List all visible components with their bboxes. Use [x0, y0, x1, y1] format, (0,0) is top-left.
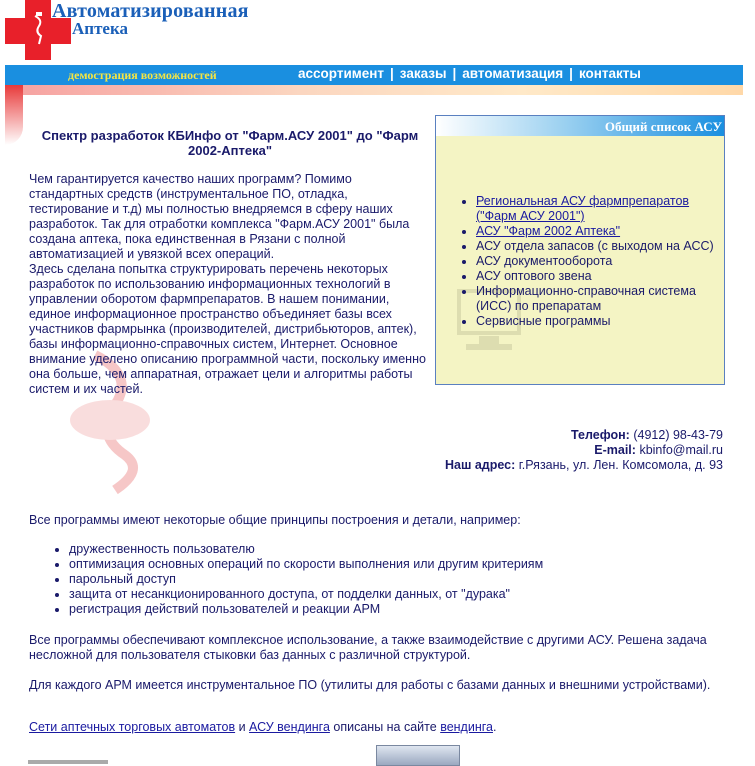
- list-item: • Информационно-справочная система (ИСС) по препаратам: [476, 284, 721, 314]
- email-link[interactable]: kbinfo@mail.ru: [639, 443, 723, 457]
- nav-item-automation[interactable]: автоматизация: [462, 66, 564, 81]
- contact-address: Наш адрес: г.Рязань, ул. Лен. Комсомола, д. 93: [444, 458, 723, 472]
- decorative-swoosh: [5, 85, 23, 145]
- decorative-stripe: [5, 85, 743, 95]
- bowl-of-hygieia-icon: [33, 10, 45, 46]
- page-title: Спектр разработок КБИнфо от "Фарм.АСУ 2001" до "Фарм 2002-Аптека": [41, 128, 419, 158]
- list-item: • защита от несанкционированного доступа, от подделки данных, от "дурака": [69, 587, 543, 602]
- asu-link-regional[interactable]: Региональная АСУ фармпрепаратов ("Фарм АСУ 2001"): [476, 194, 690, 223]
- intro-paragraph-2: Здесь сделана попытка структурировать перечень некоторых разработок по использованию информационных технологий в управлении оборотом фармпрепаратов. В нашем понимании, единое информационное пространство объединяет базы всех участников фармрынка (производителей, дистрибьюторов, аптек), базы информационно-справочных систем, Интернет. Основное внимание уделено описанию программной части, поскольку именно она больше, чем аппаратная, отражает цели и алгоритмы работы систем и их частей.: [29, 262, 426, 396]
- asu-vending-link[interactable]: АСУ вендинга: [249, 720, 330, 734]
- nav-menu: [298, 66, 641, 81]
- list-item: • Сервисные программы: [476, 314, 721, 329]
- contact-phone: Телефон: (4912) 98-43-79: [571, 428, 723, 442]
- list-item: • АСУ документооборота: [476, 254, 721, 269]
- nav-separator: |: [452, 66, 457, 81]
- principles-list: [29, 542, 543, 617]
- nav-separator: |: [390, 66, 394, 81]
- nav-demo-link[interactable]: демострация возможностей: [68, 68, 217, 82]
- nav-item-orders[interactable]: заказы: [399, 66, 447, 81]
- screenshot-thumbnail[interactable]: [376, 745, 460, 766]
- list-item: [476, 224, 721, 239]
- intro-text: [29, 172, 429, 397]
- vending-network-link[interactable]: Сети аптечных торговых автоматов: [29, 720, 236, 734]
- contact-email: E-mail: kbinfo@mail.ru: [594, 443, 723, 457]
- vending-paragraph: Сети аптечных торговых автоматов и АСУ вендинга описаны на сайте вендинга.: [29, 720, 497, 734]
- nav-item-assortment[interactable]: ассортимент: [298, 66, 385, 81]
- list-item: • регистрация действий пользователей и реакции АРМ: [69, 602, 543, 617]
- vending-site-link[interactable]: вендинга: [440, 720, 493, 734]
- principles-intro: Все программы имеют некоторые общие принципы построения и детали, например:: [29, 513, 521, 527]
- list-item: • оптимизация основных операций по скорости выполнения или другим критериям: [69, 557, 543, 572]
- nav-item-contacts[interactable]: контакты: [578, 66, 641, 81]
- logo-title-line1: Автоматизированная: [52, 0, 249, 22]
- asu-list: [436, 194, 721, 329]
- list-item: • АСУ оптового звена: [476, 269, 721, 284]
- list-item: [476, 194, 721, 224]
- list-item: • дружественность пользователю: [69, 542, 543, 557]
- integration-paragraph: Все программы обеспечивают комплексное использование, а также взаимодействие с другими АСУ. Решена задача несложной для пользователя стыковки баз данных с различной структурой.: [29, 633, 707, 662]
- list-item: • парольный доступ: [69, 572, 543, 587]
- screenshot-thumbnail[interactable]: [28, 760, 108, 764]
- asu-list-header: [436, 116, 724, 136]
- intro-paragraph-1: Чем гарантируется качество наших программ? Помимо стандартных средств (инструментальное ПО, отладка, тестирование и т.д) мы полностью внедряемся в сферу наших разработок. Так для отработки комплекса "Фарм.АСУ 2001" была создана аптека, пока единственная в Рязани с полной автоматизацией и увязкой всех операций.: [29, 172, 410, 261]
- contacts-block: [445, 428, 723, 473]
- tools-paragraph: Для каждого АРМ имеется инструментальное ПО (утилиты для работы с базами данных и внешними устройствами).: [29, 678, 711, 692]
- asu-link-farm2002[interactable]: АСУ "Фарм 2002 Аптека": [476, 224, 621, 238]
- list-item: • АСУ отдела запасов (с выходом на АСС): [476, 239, 721, 254]
- asu-list-heading: Общий список АСУ: [604, 119, 722, 134]
- nav-bar: [5, 65, 743, 85]
- logo-title-line2: Аптека: [72, 19, 129, 38]
- asu-list-panel: [435, 115, 725, 385]
- nav-separator: |: [569, 66, 573, 81]
